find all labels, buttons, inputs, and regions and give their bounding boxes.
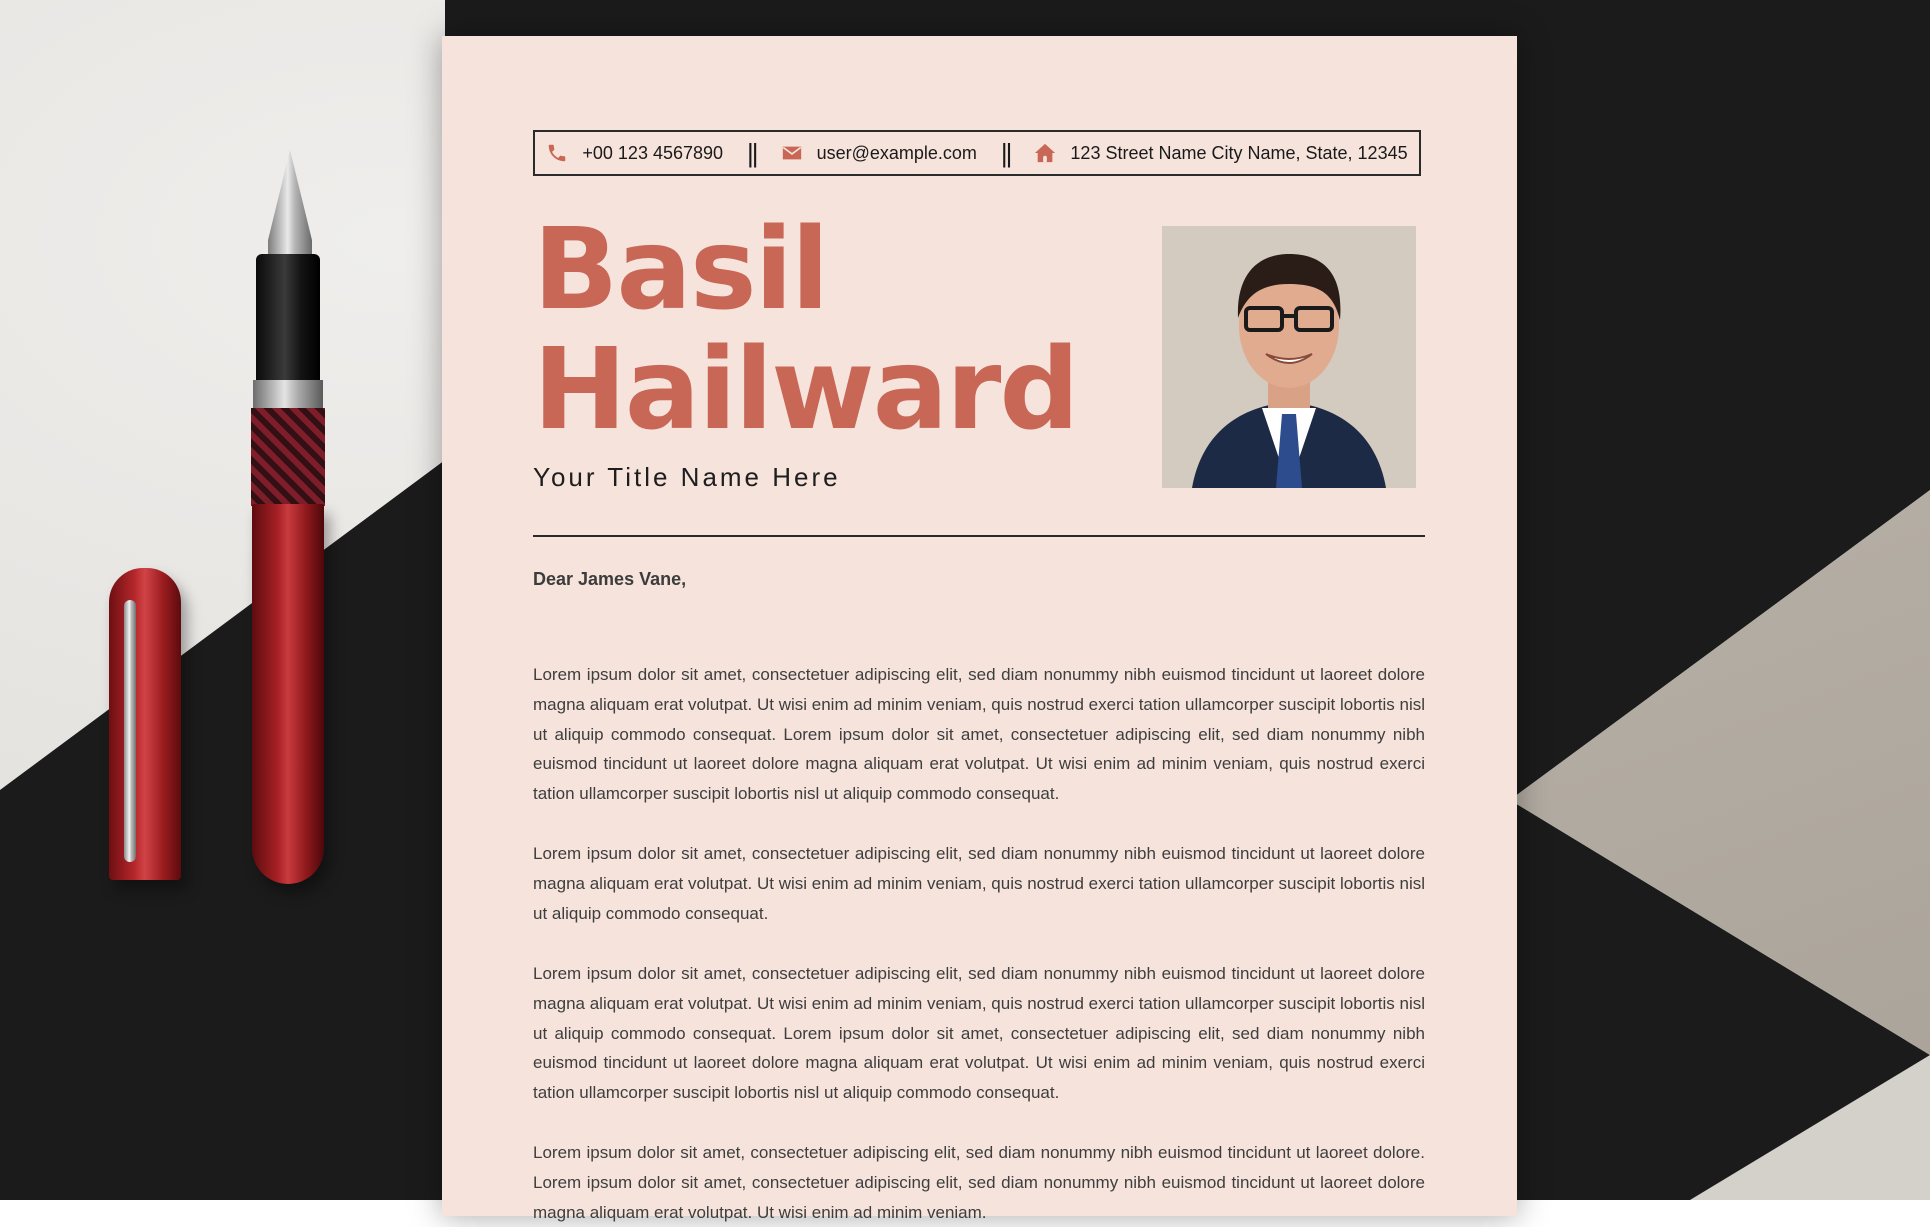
pen-ring [253,380,323,408]
contact-separator: || [1000,137,1011,168]
phone-icon [546,142,568,164]
pen-cap [109,568,181,880]
last-name: Hailward [533,325,1078,455]
pen-barrel [252,504,324,884]
first-name: Basil [533,205,828,335]
letter-paragraph: Lorem ipsum dolor sit amet, consectetuer adipiscing elit, sed diam nonummy nibh euismod tincidunt ut laoreet dolore magna aliquam erat volutpat. Ut wisi enim ad minim veniam, quis nostrud exerci tation ullamcorper suscipit lobortis nisl ut aliquip commodo consequat. [533,844,1425,923]
header-divider [533,535,1425,537]
cover-letter-sheet [442,36,1517,1222]
contact-email-text: user@example.com [816,142,977,163]
contact-address [1034,142,1407,164]
contact-email [781,142,977,164]
pen-pattern-band [251,408,325,506]
profile-photo [1162,226,1416,488]
portrait-illustration [1162,226,1416,488]
salutation: Dear James Vane, [533,569,687,589]
letter-paragraph: Lorem ipsum dolor sit amet, consectetuer adipiscing elit, sed diam nonummy nibh euismod tincidunt ut laoreet dolore. Lorem ipsum dolor sit amet, consectetuer adipiscing elit, sed diam nonummy nibh euismod tincidunt ut laoreet dolore magna aliquam erat volutpat. Ut wisi enim ad minim veniam. [533,1143,1425,1222]
envelope-icon [781,142,803,164]
letter-paragraph: Lorem ipsum dolor sit amet, consectetuer adipiscing elit, sed diam nonummy nibh euismod tincidunt ut laoreet dolore magna aliquam erat volutpat. Ut wisi enim ad minim veniam, quis nostrud exerci tation ullamcorper suscipit lobortis nisl ut aliquip commodo consequat. Lorem ipsum dolor sit amet, consectetuer adipiscing elit, sed diam nonummy nibh euismod tincidunt ut laoreet dolore magna aliquam erat volutpat. Ut wisi enim ad minim veniam, quis nostrud exerci tation ullamcorper suscipit lobortis nisl ut aliquip commodo consequat. [533,665,1425,804]
letter-paragraph: Lorem ipsum dolor sit amet, consectetuer adipiscing elit, sed diam nonummy nibh euismod tincidunt ut laoreet dolore magna aliquam erat volutpat. Ut wisi enim ad minim veniam, quis nostrud exerci tation ullamcorper suscipit lobortis nisl ut aliquip commodo consequat. Lorem ipsum dolor sit amet, consectetuer adipiscing elit, sed diam nonummy nibh euismod tincidunt ut laoreet dolore magna aliquam erat volutpat. Ut wisi enim ad minim veniam, quis nostrud exerci tation ullamcorper suscipit lobortis nisl ut aliquip commodo consequat. [533,964,1425,1103]
contact-separator: || [747,137,757,168]
contact-phone [546,142,723,164]
pen-grip [256,254,320,384]
job-title: Your Title Name Here [533,462,841,492]
pen-clip [124,600,136,862]
contact-bar [533,130,1421,176]
applicant-name [533,205,1078,455]
contact-address-text: 123 Street Name City Name, State, 12345 [1070,142,1408,163]
contact-phone-text: +00 123 4567890 [582,142,724,163]
home-icon [1034,142,1056,164]
